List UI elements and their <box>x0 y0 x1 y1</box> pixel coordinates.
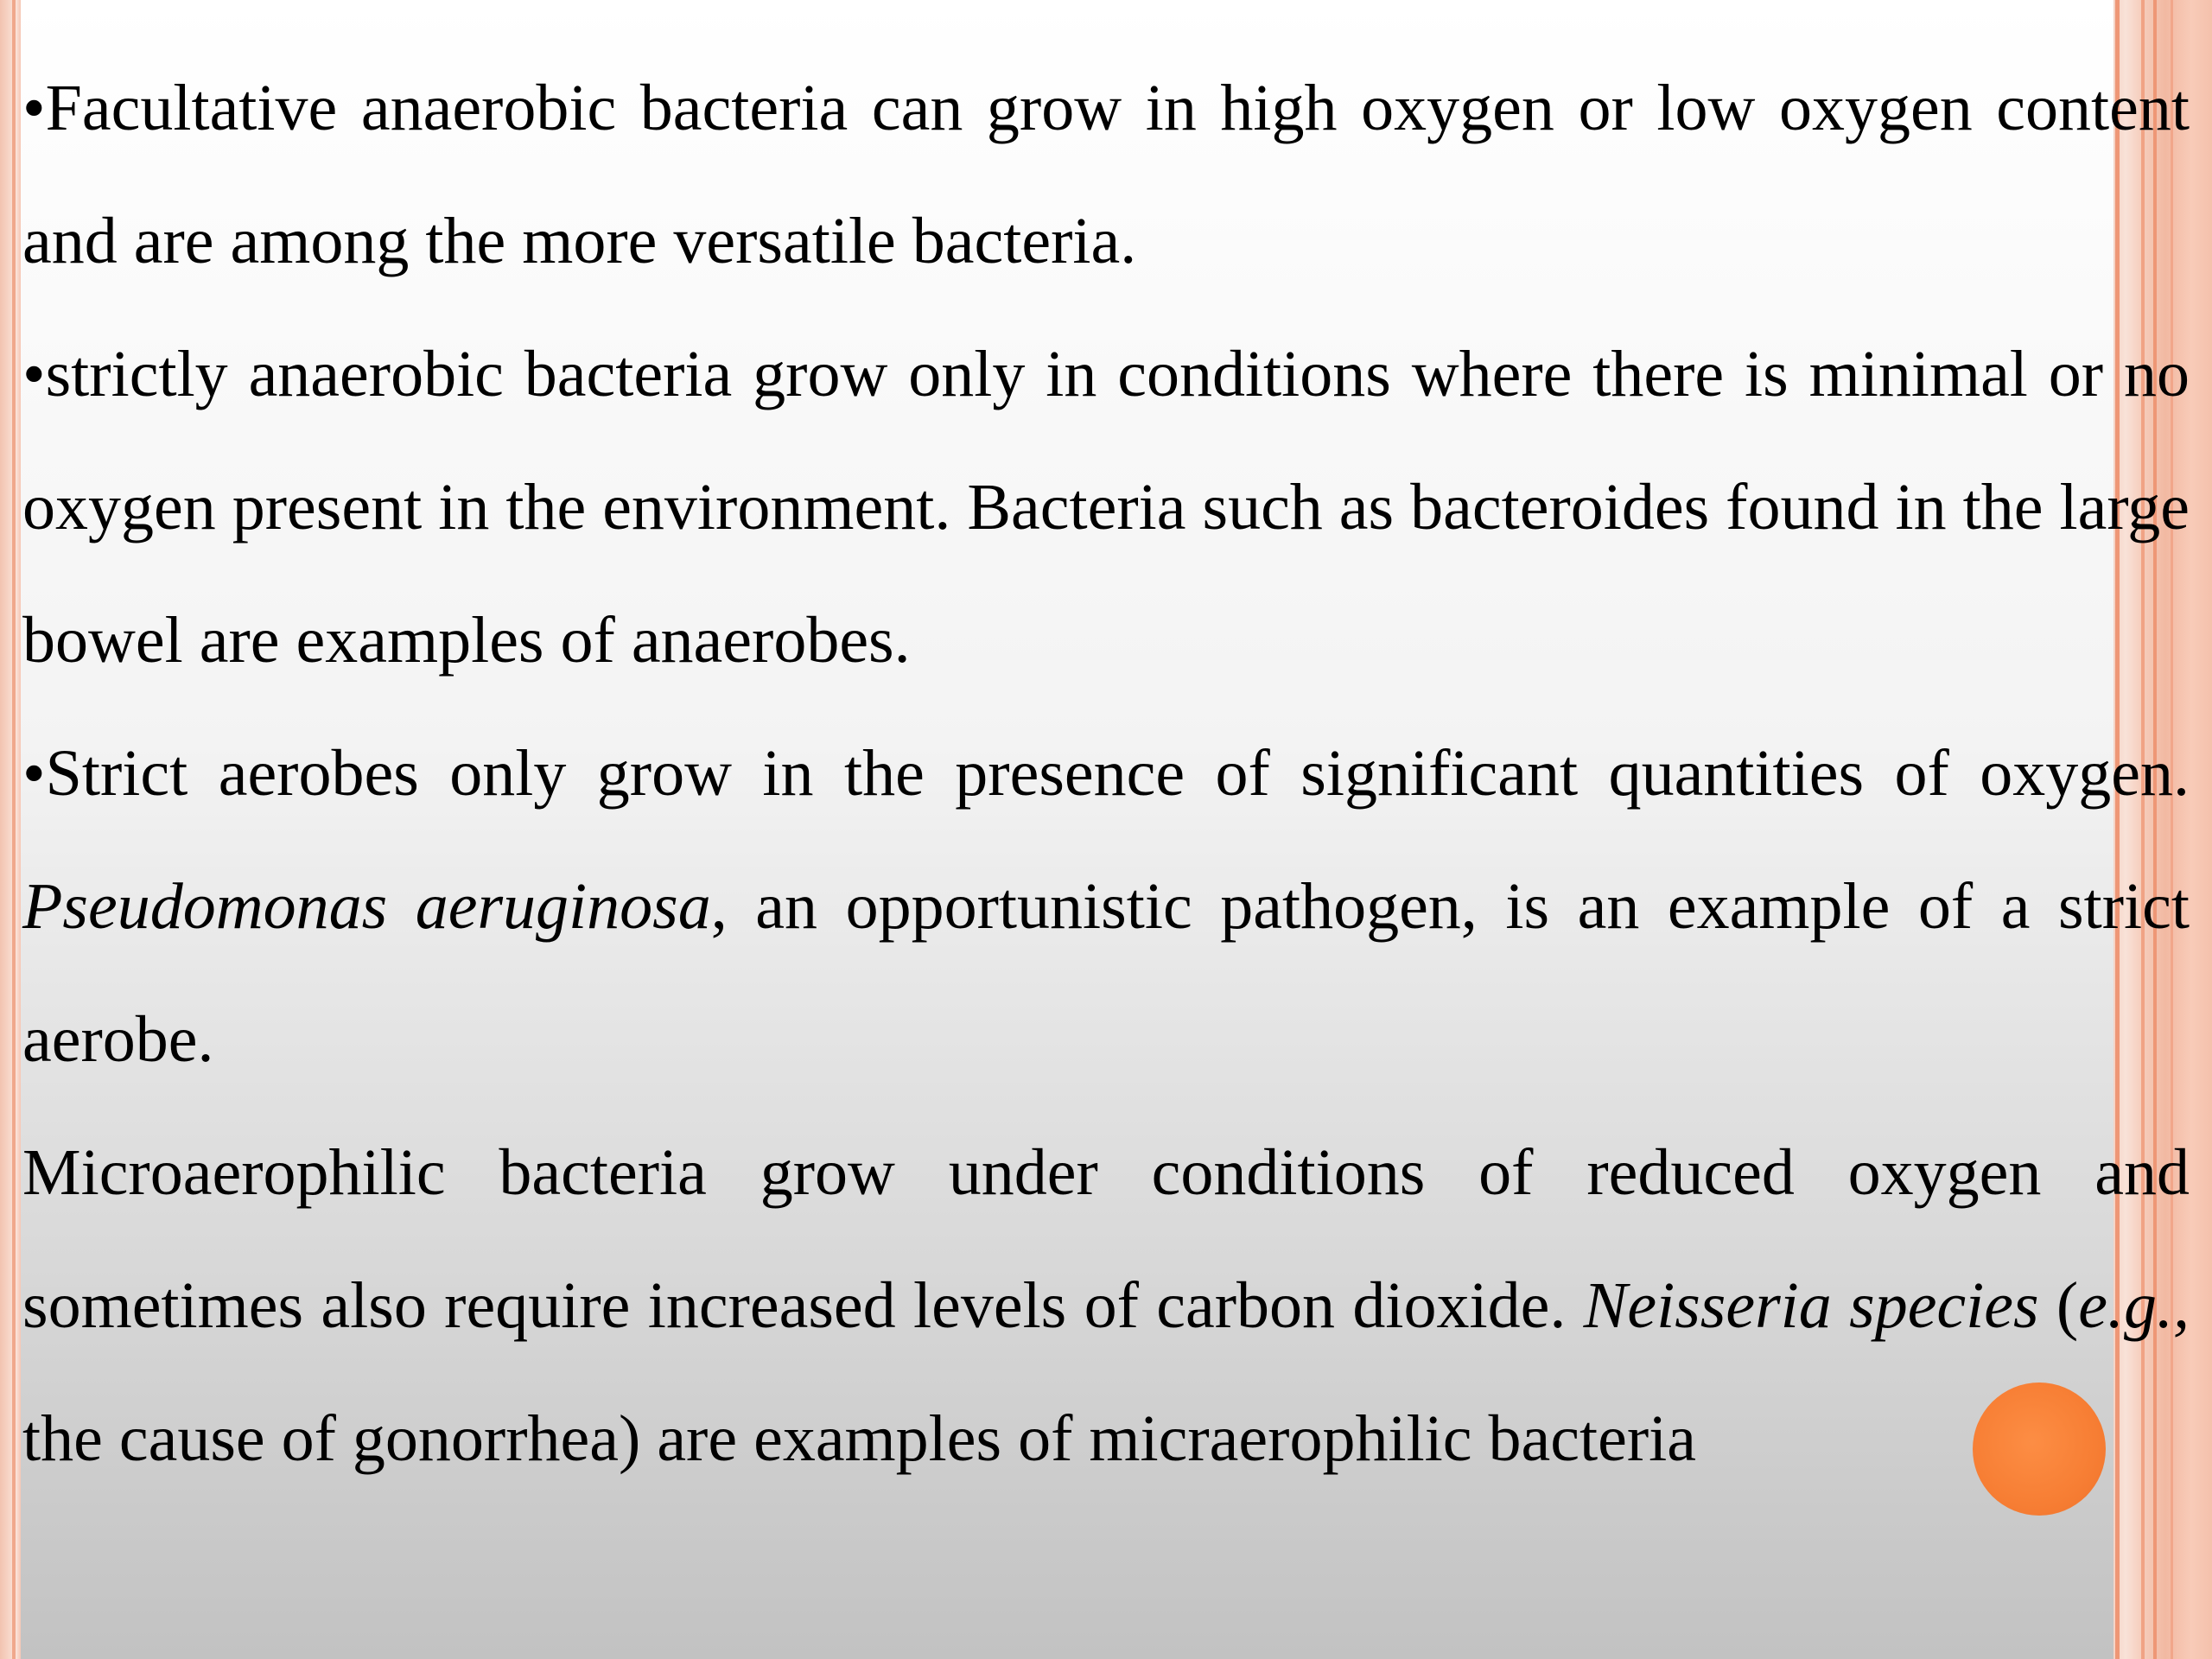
text-segment: Microaerophilic bacteria grow under conditions of reduced oxygen and sometimes also require increased levels of carbon dioxide. <box>22 1136 2190 1342</box>
text-segment: ( <box>2038 1269 2079 1342</box>
species-name: Neisseria species <box>1583 1269 2039 1342</box>
paragraph-strict-anaerobes <box>22 308 2190 707</box>
laser-pointer-dot-icon <box>1973 1382 2106 1516</box>
text-segment: the cause of gonorrhea) are examples of micraerophilic bacteria <box>22 1402 1696 1475</box>
text-segment: , an opportunistic pathogen, is an example of a strict aerobe. <box>22 870 2190 1076</box>
abbreviation: e.g., <box>2078 1269 2190 1342</box>
text-segment: •strictly anaerobic bacteria grow only in conditions where there is minimal or no oxygen present in the environment. Bacteria such as bacteroides found in the large bowel are examples of anaerobes. <box>22 338 2190 677</box>
text-segment: •Facultative anaerobic bacteria can grow in high oxygen or low oxygen content and are among the more versatile bacteria. <box>22 72 2190 277</box>
paragraph-facultative <box>22 41 2190 308</box>
paragraph-microaerophilic <box>22 1106 2190 1505</box>
species-name: Pseudomonas aeruginosa <box>22 870 711 943</box>
paragraph-strict-aerobes <box>22 707 2190 1106</box>
left-decorative-border <box>0 0 21 1659</box>
slide-body <box>22 41 2190 1505</box>
text-segment: •Strict aerobes only grow in the presence of significant quantities of oxygen. <box>22 737 2190 810</box>
